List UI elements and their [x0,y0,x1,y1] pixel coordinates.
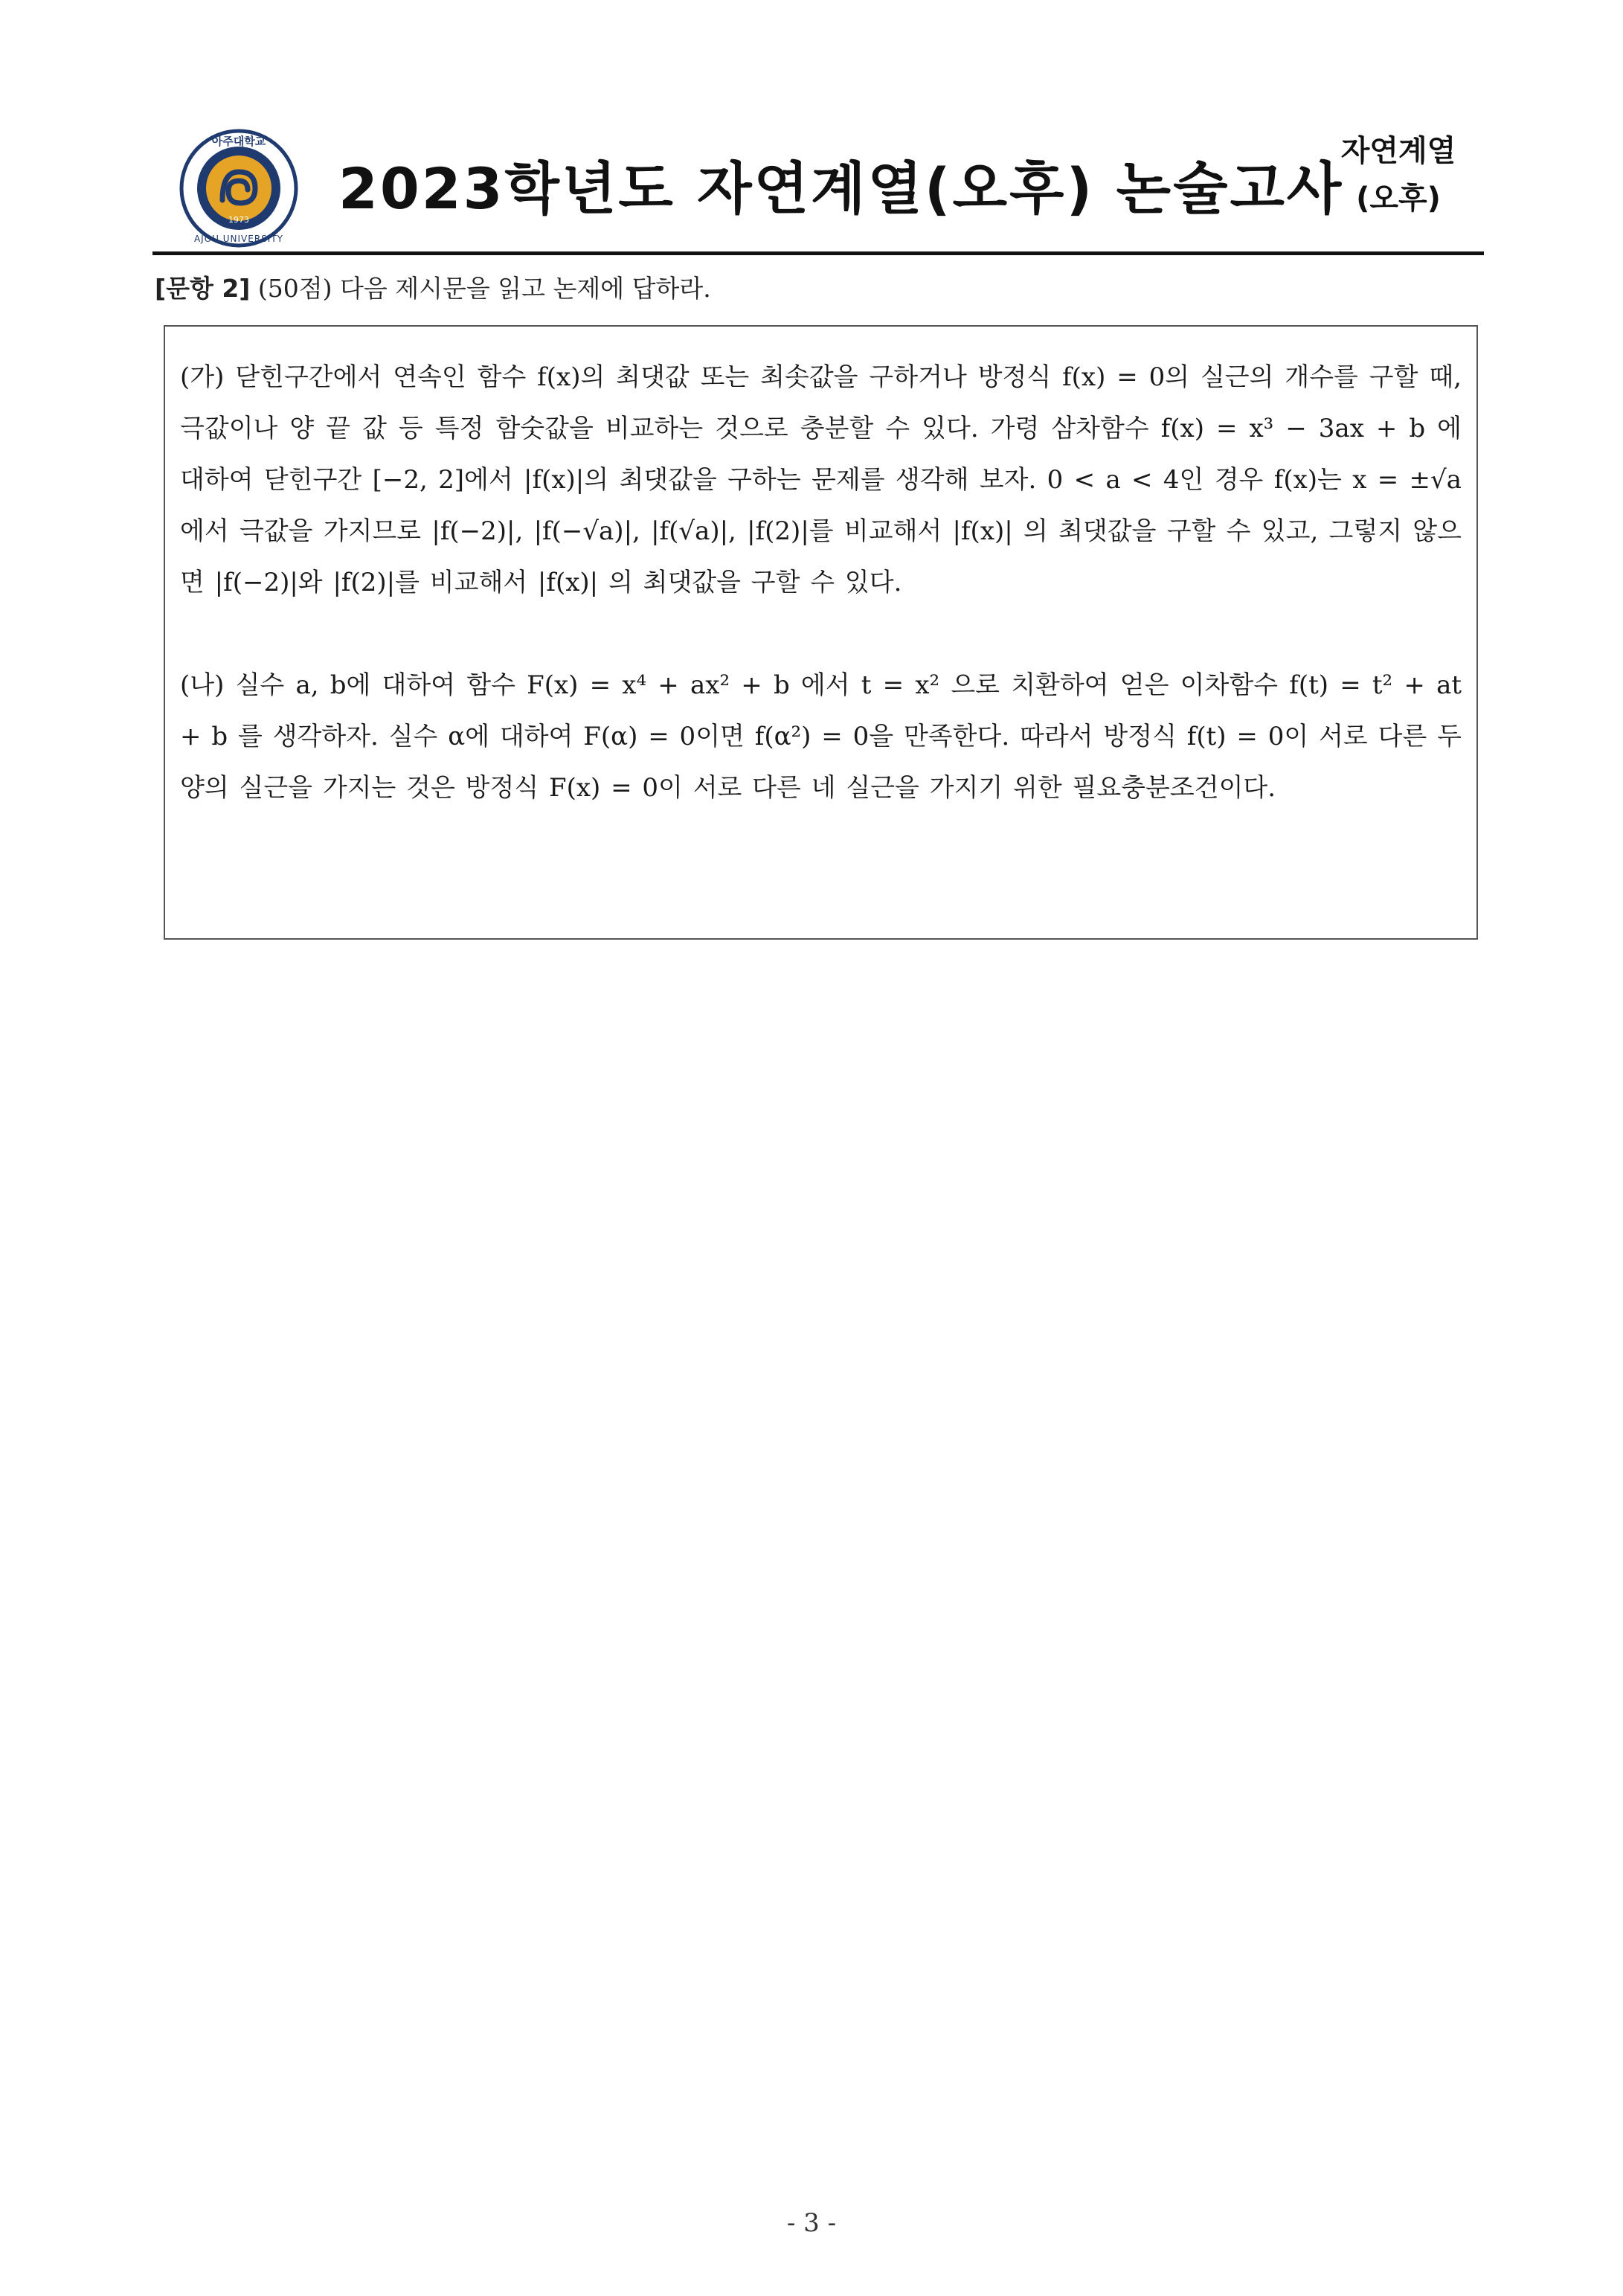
page-header [152,123,1484,253]
page-title: 2023학년도 자연계열(오후) 논술고사 [338,155,1344,222]
passage-na: (나) 실수 a, b에 대하여 함수 F(x) = x⁴ + ax² + b 에서 t = x² 으로 치환하여 얻은 이차함수 f(t) = t² + at + b 를 생각하자. 실수 α에 대하여 F(α) = 0이면 f(α²) = 0을 만족한다. 따라서 방정식 f(t) = 0이 서로 다른 두 양의 실근을 가지는 것은 방정식 F(x) = 0이 서로 다른 네 실근을 가지기 위한 필요충분조건이다. [180,670,1462,803]
passage-box [164,325,1478,940]
logo-bottom-text: AJOU UNIVERSITY [193,234,284,244]
university-seal-icon [179,129,298,248]
category-tag-line1: 자연계열 [1340,134,1456,168]
passage-ga: (가) 닫힌구간에서 연속인 함수 f(x)의 최댓값 또는 최솟값을 구하거나 방정식 f(x) = 0의 실근의 개수를 구할 때, 극값이나 양 끝 값 등 특정 함숫값을 비교하는 것으로 충분할 수 있다. 가령 삼차함수 f(x) = x³ − 3ax + b 에 대하여 닫힌구간 [−2, 2]에서 |f(x)|의 최댓값을 구하는 문제를 생각해 보자. 0 < a < 4인 경우 f(x)는 x = ±√a 에서 극값을 가지므로 |f(−2)|, |f(−√a)|, |f(√a)|, |f(2)|를 비교해서 |f(x)| 의 최댓값을 구할 수 있고, 그렇지 않으면 |f(−2)|와 |f(2)|를 비교해서 |f(x)| 의 최댓값을 구할 수 있다. [180,362,1462,597]
category-tag [1328,127,1469,222]
question-points: (50점) [257,274,332,303]
question-label: [문항 2] [155,274,251,303]
category-tag-line2: (오후) [1356,182,1441,216]
logo-year-text: 1973 [228,215,249,225]
question-instruction: 다음 제시문을 읽고 논제에 답하라. [340,274,711,303]
page-number: - 3 - [786,2208,837,2238]
question-heading [155,269,711,304]
header-divider [152,251,1484,255]
logo-top-text: 아주대학교 [211,135,266,148]
